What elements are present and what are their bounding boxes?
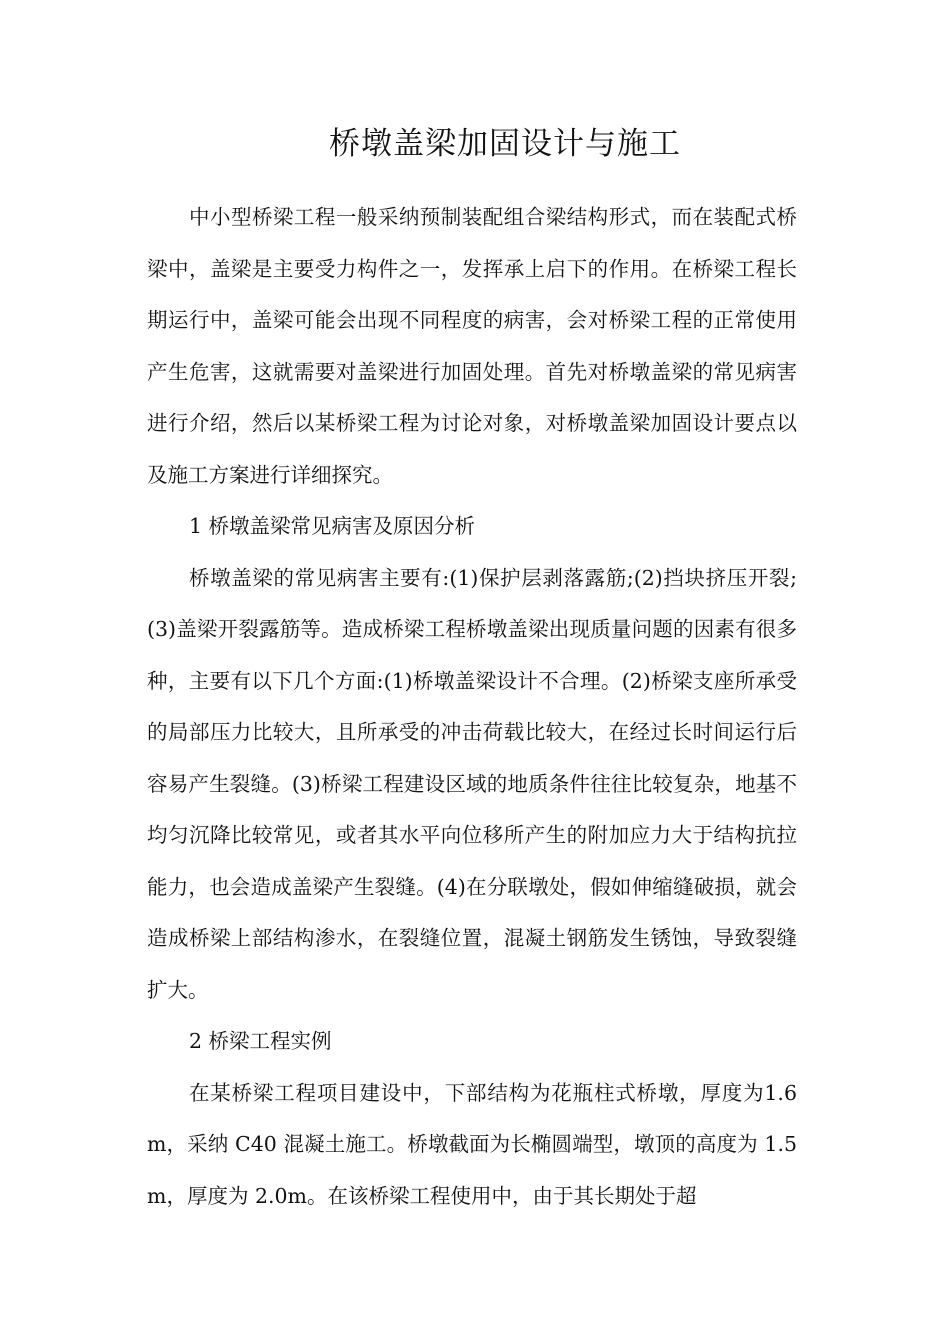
section-heading-1: 1 桥墩盖梁常见病害及原因分析 <box>189 514 476 538</box>
paragraph-example: 在某桥梁工程项目建设中，下部结构为花瓶柱式桥墩，厚度为1.6m，采纳 C40 混凝土施工。桥墩截面为长椭圆端型，墩顶的高度为 1.5m，厚度为 2.0m。在该桥梁工程使用中，由于其长期处于超 <box>147 1080 797 1208</box>
paragraph-defects: 桥墩盖梁的常见病害主要有:(1)保护层剥落露筋;(2)挡块挤压开裂;(3)盖梁开裂露筋等。造成桥梁工程桥墩盖梁出现质量问题的因素有很多种，主要有以下几个方面:(1)桥墩盖梁设计不合理。(2)桥梁支座所承受的局部压力比较大，且所承受的冲击荷载比较大，在经过长时间运行后容易产生裂缝。(3)桥梁工程建设区域的地质条件往往比较复杂，地基不均匀沉降比较常见，或者其水平向位移所产生的附加应力大于结构抗拉能力，也会造成盖梁产生裂缝。(4)在分联墩处，假如伸缩缝破损，就会造成桥梁上部结构渗水，在裂缝位置，混凝土钢筋发生锈蚀，导致裂缝扩大。 <box>147 565 797 1002</box>
paragraph-intro: 中小型桥梁工程一般采纳预制装配组合梁结构形式，而在装配式桥梁中，盖梁是主要受力构件之一，发挥承上启下的作用。在桥梁工程长期运行中，盖梁可能会出现不同程度的病害，会对桥梁工程的正常使用产生危害，这就需要对盖梁进行加固处理。首先对桥墩盖梁的常见病害进行介绍，然后以某桥梁工程为讨论对象，对桥墩盖梁加固设计要点以及施工方案进行详细探究。 <box>147 205 797 487</box>
document-title: 桥墩盖梁加固设计与施工 <box>329 126 681 162</box>
document-body <box>147 192 797 1222</box>
section-heading-2: 2 桥梁工程实例 <box>189 1029 332 1053</box>
